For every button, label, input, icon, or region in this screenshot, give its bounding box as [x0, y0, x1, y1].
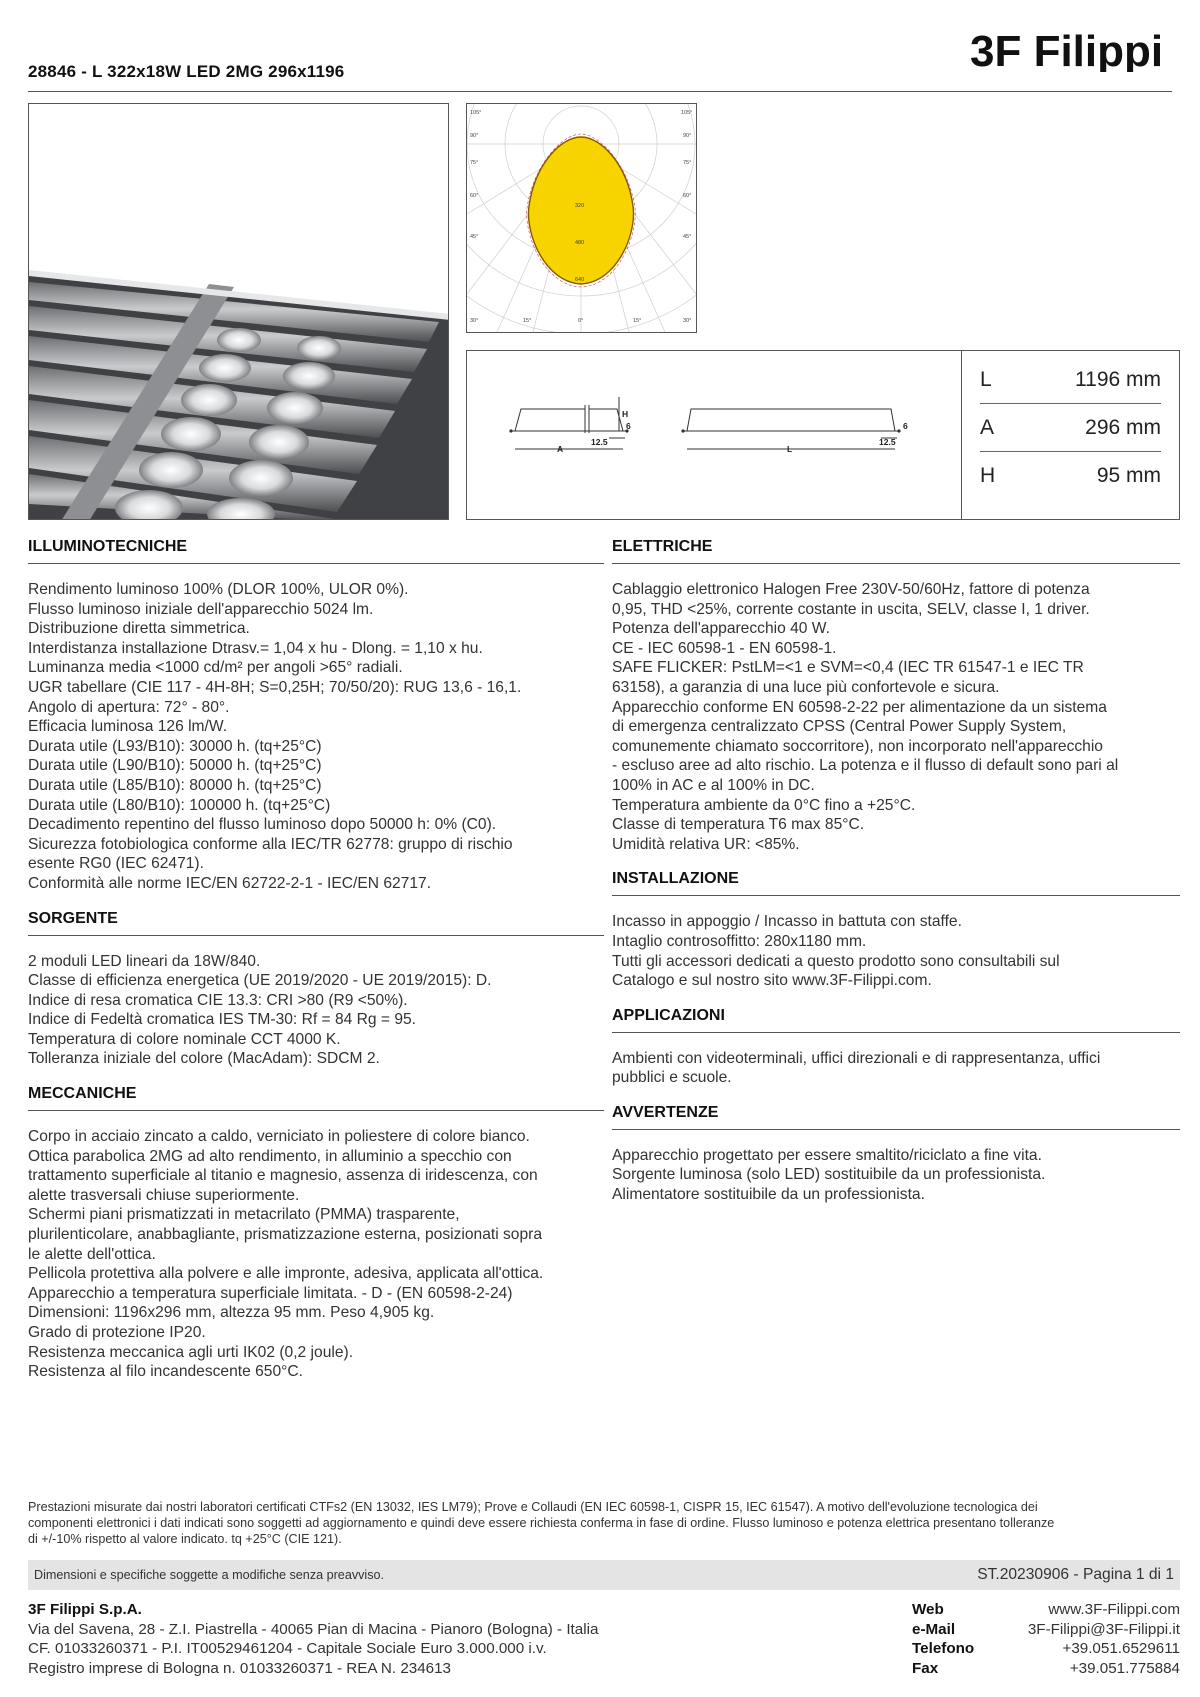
dim-h-label: H	[622, 409, 629, 419]
spec-line: Sorgente luminosa (solo LED) sostituibile da un professionista.	[612, 1166, 1046, 1184]
spec-line: Resistenza al filo incandescente 650°C.	[28, 1363, 303, 1381]
spec-line: Resistenza meccanica agli urti IK02 (0,2 joule).	[28, 1343, 354, 1361]
spec-column-left	[28, 534, 604, 1394]
polar-angle-label: 75°	[470, 160, 479, 166]
spec-line: Angolo di apertura: 72° - 80°.	[28, 698, 230, 716]
dimension-value: 1196 mm	[1075, 367, 1161, 391]
dimension-label: H	[980, 464, 996, 487]
polar-angle-label: 45°	[683, 234, 692, 240]
spec-line: Ambienti con videoterminali, uffici direzionali e di rappresentanza, uffici	[612, 1049, 1101, 1067]
section-heading: SORGENTE	[28, 906, 604, 936]
dimensions-table	[962, 350, 1180, 520]
dim-a-label: A	[557, 444, 564, 454]
polar-angle-label: 60°	[470, 193, 479, 199]
spec-line: esente RG0 (IEC 62471).	[28, 855, 204, 873]
spec-line: comunemente chiamato soccorritore), non incorporato nell'apparecchio	[612, 737, 1103, 755]
company-registry: Registro imprese di Bologna n. 01033260371 - REA N. 234613	[28, 1659, 451, 1677]
company-info	[28, 1600, 748, 1678]
polar-angle-label: 0°	[578, 318, 584, 324]
spec-line: Umidità relativa UR: <85%.	[612, 835, 800, 853]
contact-label: Fax	[912, 1659, 939, 1677]
section-heading: MECCANICHE	[28, 1081, 604, 1111]
polar-radial-value: 480	[575, 240, 585, 246]
spec-line: 100% in AC e al 100% in DC.	[612, 776, 815, 794]
contact-web	[912, 1600, 1180, 1620]
footnote-line: di +/-10% rispetto al valore indicato. tq +25°C (CIE 121).	[28, 1532, 342, 1546]
brand-logo	[970, 28, 1180, 72]
footer-bar	[28, 1560, 1180, 1590]
dimension-row-width	[980, 404, 1161, 452]
spec-section-installazione	[612, 866, 1180, 990]
dimension-value: 296 mm	[1085, 415, 1161, 439]
spec-line: Decadimento repentino del flusso luminoso dopo 50000 h: 0% (C0).	[28, 816, 497, 834]
spec-column-right	[612, 534, 1180, 1217]
dim-offset-label: 6	[903, 421, 908, 431]
spec-line: 0,95, THD <25%, corrente costante in uscita, SELV, classe I, 1 driver.	[612, 600, 1090, 618]
spec-line: Ottica parabolica 2MG ad alto rendimento, in alluminio a specchio con	[28, 1147, 512, 1165]
disclaimer: Dimensioni e specifiche soggette a modifiche senza preavviso.	[34, 1568, 385, 1582]
contact-email	[912, 1620, 1180, 1640]
spec-line: Tolleranza iniziale del colore (MacAdam): SDCM 2.	[28, 1050, 380, 1068]
spec-line: Tutti gli accessori dedicati a questo prodotto sono consultabili sul	[612, 952, 1060, 970]
spec-line: Dimensioni: 1196x296 mm, altezza 95 mm. Peso 4,905 kg.	[28, 1304, 435, 1322]
spec-line: Apparecchio progettato per essere smaltito/riciclato a fine vita.	[612, 1146, 1042, 1164]
spec-line: Intaglio controsoffitto: 280x1180 mm.	[612, 932, 867, 950]
polar-angle-label: 90°	[683, 133, 692, 139]
section-body	[28, 952, 604, 1070]
section-body	[612, 1049, 1180, 1088]
contact-label: e-Mail	[912, 1620, 956, 1638]
spec-line: Pellicola protettiva alla polvere e alle impronte, adesiva, applicata all'ottica.	[28, 1265, 544, 1283]
contact-value: +39.051.6529611	[1062, 1640, 1180, 1658]
company-tax-ids: CF. 01033260371 - P.I. IT00529461204 - Capitale Sociale Euro 3.000.000 i.v.	[28, 1640, 547, 1658]
spec-line: Alimentatore sostituibile da un professionista.	[612, 1186, 925, 1204]
dim-edge-label: 12.5	[591, 437, 608, 447]
spec-line: pubblici e scuole.	[612, 1069, 732, 1087]
contact-value[interactable]: www.3F-Filippi.com	[1048, 1601, 1180, 1618]
spec-line: Temperatura di colore nominale CCT 4000 K.	[28, 1030, 341, 1048]
spec-line: Indice di resa cromatica CIE 13.3: CRI >80 (R9 <50%).	[28, 991, 408, 1009]
spec-line: UGR tabellare (CIE 117 - 4H-8H; S=0,25H; 70/50/20): RUG 13,6 - 16,1.	[28, 678, 522, 696]
spec-line: Durata utile (L93/B10): 30000 h. (tq+25°C)	[28, 737, 322, 755]
spec-line: 63158), a garanzia di una luce più confortevole e sicura.	[612, 678, 1000, 696]
spec-line: Cablaggio elettronico Halogen Free 230V-50/60Hz, fattore di potenza	[612, 581, 1090, 598]
section-heading: ILLUMINOTECNICHE	[28, 534, 604, 564]
spec-line: Schermi piani prismatizzati in metacrilato (PMMA) trasparente,	[28, 1206, 460, 1224]
product-photo	[28, 103, 449, 520]
contact-value: +39.051.775884	[1069, 1659, 1180, 1677]
spec-line: Interdistanza installazione Dtrasv.= 1,04 x hu - Dlong. = 1,10 x hu.	[28, 639, 483, 657]
polar-light-distribution-diagram	[466, 103, 697, 333]
spec-line: 2 moduli LED lineari da 18W/840.	[28, 952, 261, 970]
dimension-drawings	[466, 350, 962, 520]
contact-label: Telefono	[912, 1640, 975, 1658]
polar-angle-label: 15°	[633, 318, 642, 324]
product-title: 28846 - L 322x18W LED 2MG 296x1196	[28, 62, 345, 81]
spec-section-applicazioni	[612, 1003, 1180, 1088]
dimension-row-length	[980, 356, 1161, 404]
spec-line: di emergenza centralizzato CPSS (Central Power Supply System,	[612, 718, 1067, 736]
spec-line: Luminanza media <1000 cd/m² per angoli >65° radiali.	[28, 659, 403, 677]
contact-value[interactable]: 3F-Filippi@3F-Filippi.it	[1027, 1620, 1180, 1638]
dimension-label: A	[980, 415, 995, 439]
document-code: ST.20230906 - Pagina 1 di 1	[977, 1566, 1174, 1583]
polar-curve	[528, 137, 633, 284]
polar-angle-label: 45°	[470, 234, 479, 240]
company-name: 3F Filippi S.p.A.	[28, 1601, 142, 1618]
spec-line: - escluso aree ad alto rischio. La potenza e il flusso di default sono pari al	[612, 757, 1119, 775]
spec-line: Temperatura ambiente da 0°C fino a +25°C.	[612, 796, 916, 814]
spec-line: Conformità alle norme IEC/EN 62722-2-1 - IEC/EN 62717.	[28, 874, 432, 892]
spec-line: Incasso in appoggio / Incasso in battuta con staffe.	[612, 913, 962, 931]
polar-angle-label: 105°	[470, 110, 482, 116]
polar-angle-label: 15°	[523, 318, 532, 324]
footnote-line: Prestazioni misurate dai nostri laboratori certificati CTFs2 (EN 13032, IES LM79); Prove e Collaudi (EN IEC 60598-1, CISPR 15, IEC 61547). A motivo dell'evoluzione tecnologica dei	[28, 1500, 1038, 1514]
spec-section-meccaniche	[28, 1081, 604, 1382]
spec-section-illuminotecniche	[28, 534, 604, 894]
dimension-row-height	[980, 452, 1161, 500]
section-heading: APPLICAZIONI	[612, 1003, 1180, 1033]
spec-line: Apparecchio conforme EN 60598-2-22 per alimentazione da un sistema	[612, 698, 1107, 716]
spec-line: Durata utile (L90/B10): 50000 h. (tq+25°C)	[28, 757, 322, 775]
spec-line: Classe di efficienza energetica (UE 2019/2020 - UE 2019/2015): D.	[28, 972, 492, 990]
dim-l-label: L	[787, 444, 793, 454]
section-body	[612, 912, 1180, 990]
polar-angle-label: 90°	[470, 133, 479, 139]
polar-angle-label: 75°	[683, 160, 692, 166]
spec-line: Grado di protezione IP20.	[28, 1324, 206, 1341]
spec-line: Efficacia luminosa 126 lm/W.	[28, 718, 228, 736]
spec-section-elettriche	[612, 534, 1180, 854]
brand-logo-text: 3F Filippi	[970, 28, 1164, 72]
dim-offset-label: 6	[626, 421, 631, 431]
polar-angle-label: 30°	[683, 318, 692, 324]
section-heading: AVVERTENZE	[612, 1100, 1180, 1130]
section-body	[28, 1127, 604, 1382]
contact-fax	[912, 1659, 1180, 1679]
contacts	[912, 1600, 1180, 1678]
spec-line: Durata utile (L80/B10): 100000 h. (tq+25°C)	[28, 796, 331, 814]
spec-line: Apparecchio a temperatura superficiale limitata. - D - (EN 60598-2-24)	[28, 1284, 513, 1302]
spec-line: Classe di temperatura T6 max 85°C.	[612, 816, 865, 834]
footnote	[28, 1499, 1180, 1547]
contact-label: Web	[912, 1601, 944, 1618]
spec-line: Potenza dell'apparecchio 40 W.	[612, 620, 830, 638]
polar-radial-value: 640	[575, 277, 585, 283]
dim-edge-label: 12.5	[879, 437, 896, 447]
section-body	[28, 580, 604, 894]
header-divider	[28, 91, 1172, 92]
spec-section-sorgente	[28, 906, 604, 1070]
company-address: Via del Savena, 28 - Z.I. Piastrella - 40065 Pian di Macina - Pianoro (Bologna) - Italia	[28, 1620, 599, 1638]
spec-line: Rendimento luminoso 100% (DLOR 100%, ULOR 0%).	[28, 581, 409, 598]
spec-line: SAFE FLICKER: PstLM=<1 e SVM=<0,4 (IEC TR 61547-1 e IEC TR	[612, 659, 1084, 677]
spec-line: Corpo in acciaio zincato a caldo, verniciato in poliestere di colore bianco.	[28, 1128, 530, 1146]
dimension-label: L	[980, 367, 992, 391]
section-heading: INSTALLAZIONE	[612, 866, 1180, 896]
spec-line: Distribuzione diretta simmetrica.	[28, 620, 250, 638]
polar-radial-value: 320	[575, 203, 585, 209]
spec-line: alette trasversali chiuse superiormente.	[28, 1186, 300, 1204]
spec-line: Catalogo e sul nostro sito www.3F-Filippi.com.	[612, 972, 932, 990]
spec-line: Durata utile (L85/B10): 80000 h. (tq+25°C)	[28, 776, 322, 794]
polar-angle-label: 105°	[681, 110, 693, 116]
section-body	[612, 1146, 1180, 1205]
polar-angle-label: 30°	[470, 318, 479, 324]
spec-line: le alette dell'ottica.	[28, 1245, 156, 1263]
spec-line: Indice di Fedeltà cromatica IES TM-30: Rf = 84 Rg = 95.	[28, 1011, 417, 1029]
spec-line: Sicurezza fotobiologica conforme alla IEC/TR 62778: gruppo di rischio	[28, 835, 513, 853]
section-heading: ELETTRICHE	[612, 534, 1180, 564]
dimension-value: 95 mm	[1096, 464, 1161, 487]
polar-angle-label: 60°	[683, 193, 692, 199]
contact-phone	[912, 1639, 1180, 1659]
spec-line: trattamento superficiale al titanio e magnesio, assenza di iridescenza, con	[28, 1167, 538, 1185]
spec-line: CE - IEC 60598-1 - EN 60598-1.	[612, 639, 837, 657]
section-body	[612, 580, 1180, 854]
footnote-line: componenti elettronici i dati indicati sono soggetti ad aggiornamento e quindi deve essere richiesta conferma in fase di ordine. Flusso luminoso e potenza elettrica presentano tolleranze	[28, 1516, 1055, 1530]
spec-section-avvertenze	[612, 1100, 1180, 1205]
spec-line: plurilenticolare, anabbagliante, prismatizzazione esterna, posizionati sopra	[28, 1226, 543, 1244]
spec-line: Flusso luminoso iniziale dell'apparecchio 5024 lm.	[28, 600, 374, 618]
